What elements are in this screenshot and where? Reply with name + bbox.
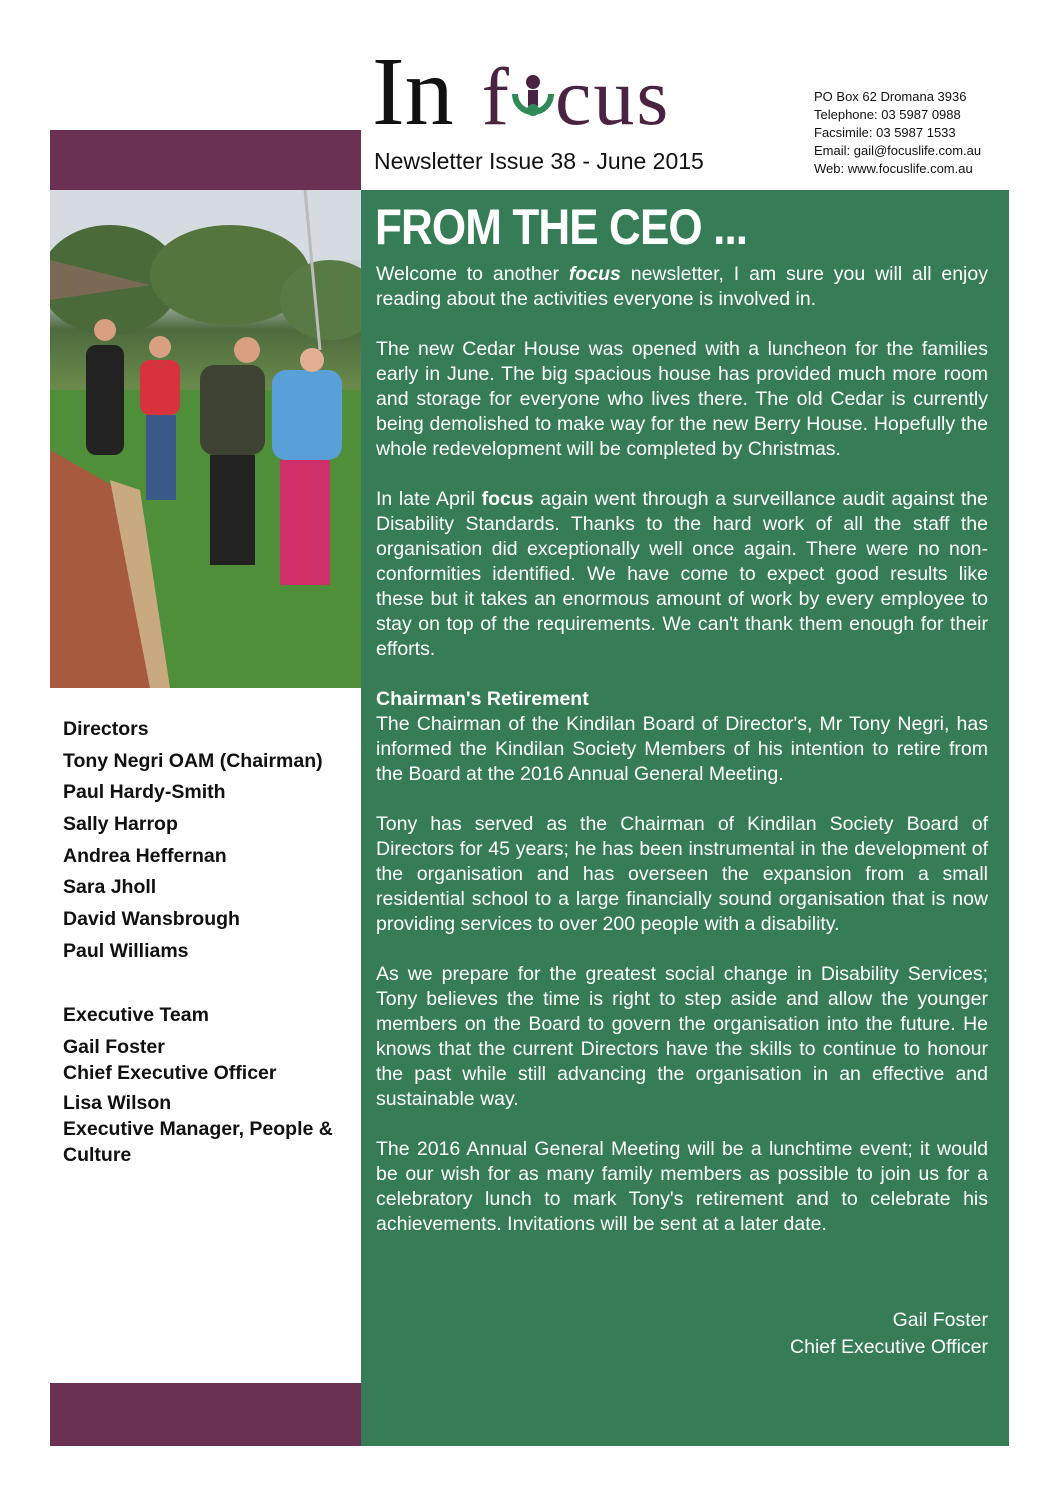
in-focus-logo: [372, 38, 671, 146]
director: Paul Hardy-Smith: [63, 781, 226, 804]
exec-role: Chief Executive Officer: [63, 1061, 277, 1084]
directors-heading: Directors: [63, 718, 149, 740]
exec-member: [63, 1090, 363, 1168]
exec-member: [63, 1034, 363, 1086]
paragraph: Tony has served as the Chairman of Kindilan Society Board of Directors for 45 years; he has been instrumental in the development of the organisation and has overseen the expansion from a small residential school to a large financially sound organisation that is now providing services to over 200 people with a disability.: [376, 813, 988, 935]
mini-golf-photo: [50, 190, 361, 688]
director: Paul Williams: [63, 939, 189, 962]
paragraph: In late April focus again went through a surveillance audit against the Disability Standards. Thanks to the hard work of all the staff the organisation did exceptionally well once again. There were no non-conformities identified. We have come to expect good results like these but it takes an enormous amount of work by every employee to stay on top of the requirements. We can't thank them enough for their efforts.: [376, 488, 988, 660]
article-title: FROM THE CEO ...: [375, 199, 748, 255]
signature-name: Gail Foster: [892, 1309, 988, 1331]
paragraph: The Chairman of the Kindilan Board of Director's, Mr Tony Negri, has informed the Kindilan Society Members of his intention to retire from the Board at the 2016 Annual General Meeting.: [376, 713, 988, 785]
bottom-purple-bar: [50, 1383, 361, 1446]
signature-role: Chief Executive Officer: [790, 1336, 988, 1358]
subheading: Chairman's Retirement: [376, 688, 589, 710]
logo-focus: f cus: [481, 51, 671, 142]
director: Andrea Heffernan: [63, 844, 227, 867]
director: Tony Negri OAM (Chairman): [63, 749, 323, 772]
paragraph: The 2016 Annual General Meeting will be a lunchtime event; it would be our wish for as many family members as possible to join us for a celebratory lunch to mark Tony's retirement and to celebrate his achievements. Invitations will be sent at a later date.: [376, 1138, 988, 1235]
signature: [790, 1307, 988, 1361]
people-icon: [511, 50, 555, 100]
issue-line: Newsletter Issue 38 - June 2015: [374, 148, 704, 174]
exec-heading: Executive Team: [63, 1003, 209, 1026]
exec-name: Lisa Wilson: [63, 1091, 172, 1114]
logo-in: In: [372, 38, 454, 146]
email: Email: gail@focuslife.com.au: [814, 143, 982, 158]
paragraph: The new Cedar House was opened with a luncheon for the families early in June. The big spacious house has provided much more room and storage for everyone who lives there. The old Cedar is currently being demolished to make way for the new Berry House. Hopefully the whole redevelopment will be completed by Christmas.: [376, 338, 988, 460]
address: PO Box 62 Dromana 3936: [814, 89, 967, 104]
director: David Wansbrough: [63, 908, 240, 931]
facsimile: Facsimile: 03 5987 1533: [814, 125, 956, 140]
website: Web: www.focuslife.com.au: [814, 161, 973, 176]
sidebar-people: [63, 716, 363, 1173]
exec-role: Executive Manager, People & Culture: [63, 1117, 333, 1166]
top-purple-bar: [50, 130, 361, 190]
paragraph: Welcome to another focus newsletter, I am sure you will all enjoy reading about the activities everyone is involved in.: [376, 263, 988, 310]
director: Sara Jholl: [63, 876, 157, 899]
contact-block: [814, 88, 981, 178]
exec-name: Gail Foster: [63, 1035, 165, 1058]
director: Sally Harrop: [63, 813, 178, 836]
article-body: [376, 262, 988, 1262]
telephone: Telephone: 03 5987 0988: [814, 107, 961, 122]
paragraph: As we prepare for the greatest social change in Disability Services; Tony believes the time is right to step aside and allow the younger members on the Board to govern the organisation into the future. He knows that the current Directors have the skills to continue to honour the past while still advancing the organisation in an effective and sustainable way.: [376, 963, 988, 1110]
